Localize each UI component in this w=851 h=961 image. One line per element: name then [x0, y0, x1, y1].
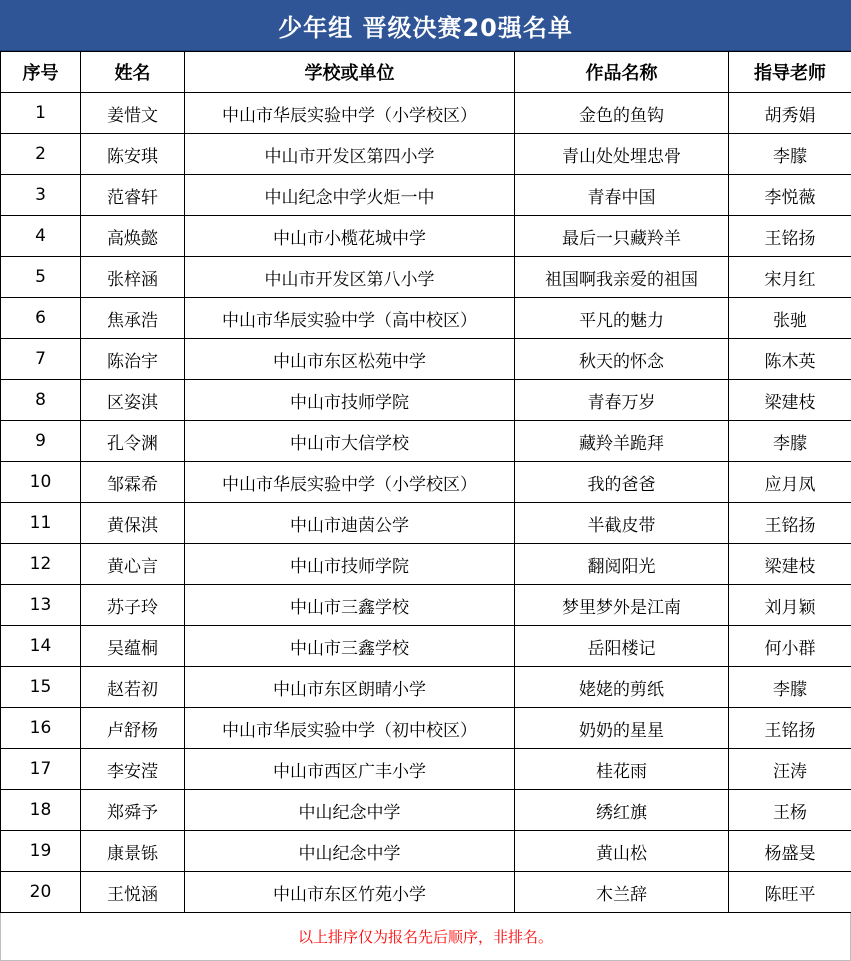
cell-index: 13: [1, 585, 81, 626]
cell-work: 青春中国: [515, 175, 729, 216]
table-row: [1, 749, 851, 790]
table-row: [1, 93, 851, 134]
table-row: [1, 790, 851, 831]
cell-index: 6: [1, 298, 81, 339]
cell-work: 平凡的魅力: [515, 298, 729, 339]
cell-index: 9: [1, 421, 81, 462]
table-row: [1, 421, 851, 462]
cell-school: 中山纪念中学火炬一中: [185, 175, 515, 216]
header-school: 学校或单位: [185, 52, 515, 93]
table-row: [1, 175, 851, 216]
cell-index: 8: [1, 380, 81, 421]
cell-name: 黄保淇: [81, 503, 185, 544]
cell-school: 中山市小榄花城中学: [185, 216, 515, 257]
cell-index: 14: [1, 626, 81, 667]
finalist-table: [0, 51, 851, 913]
cell-school: 中山市华辰实验中学（小学校区）: [185, 462, 515, 503]
footer-note: 以上排序仅为报名先后顺序，非排名。: [0, 913, 851, 961]
cell-school: 中山市三鑫学校: [185, 585, 515, 626]
cell-teacher: 王铭扬: [729, 503, 851, 544]
cell-teacher: 李朦: [729, 667, 851, 708]
cell-name: 吴蕴桐: [81, 626, 185, 667]
cell-teacher: 李朦: [729, 134, 851, 175]
cell-name: 陈安琪: [81, 134, 185, 175]
cell-school: 中山市开发区第四小学: [185, 134, 515, 175]
cell-work: 桂花雨: [515, 749, 729, 790]
cell-index: 15: [1, 667, 81, 708]
cell-school: 中山市西区广丰小学: [185, 749, 515, 790]
cell-work: 绣红旗: [515, 790, 729, 831]
table-row: [1, 462, 851, 503]
cell-index: 11: [1, 503, 81, 544]
cell-name: 苏子玲: [81, 585, 185, 626]
cell-name: 陈治宇: [81, 339, 185, 380]
table-row: [1, 134, 851, 175]
cell-teacher: 杨盛旻: [729, 831, 851, 872]
cell-name: 区姿淇: [81, 380, 185, 421]
cell-teacher: 宋月红: [729, 257, 851, 298]
cell-work: 黄山松: [515, 831, 729, 872]
cell-index: 4: [1, 216, 81, 257]
cell-school: 中山市华辰实验中学（初中校区）: [185, 708, 515, 749]
table-body: [1, 93, 851, 913]
table-row: [1, 216, 851, 257]
table-row: [1, 585, 851, 626]
cell-name: 卢舒杨: [81, 708, 185, 749]
cell-school: 中山市迪茵公学: [185, 503, 515, 544]
cell-name: 孔令渊: [81, 421, 185, 462]
table-row: [1, 872, 851, 913]
cell-work: 青山处处埋忠骨: [515, 134, 729, 175]
table-row: [1, 544, 851, 585]
cell-teacher: 应月凤: [729, 462, 851, 503]
cell-index: 16: [1, 708, 81, 749]
cell-work: 我的爸爸: [515, 462, 729, 503]
cell-name: 黄心言: [81, 544, 185, 585]
cell-teacher: 何小群: [729, 626, 851, 667]
cell-work: 岳阳楼记: [515, 626, 729, 667]
cell-name: 赵若初: [81, 667, 185, 708]
table-row: [1, 626, 851, 667]
cell-index: 7: [1, 339, 81, 380]
cell-name: 邹霖希: [81, 462, 185, 503]
cell-name: 张梓涵: [81, 257, 185, 298]
cell-name: 李安滢: [81, 749, 185, 790]
table-row: [1, 380, 851, 421]
cell-teacher: 刘月颖: [729, 585, 851, 626]
cell-index: 5: [1, 257, 81, 298]
cell-school: 中山市华辰实验中学（小学校区）: [185, 93, 515, 134]
cell-teacher: 王杨: [729, 790, 851, 831]
cell-teacher: 王铭扬: [729, 708, 851, 749]
cell-work: 梦里梦外是江南: [515, 585, 729, 626]
cell-index: 18: [1, 790, 81, 831]
cell-teacher: 梁建枝: [729, 544, 851, 585]
cell-school: 中山市大信学校: [185, 421, 515, 462]
cell-school: 中山市技师学院: [185, 380, 515, 421]
cell-work: 金色的鱼钩: [515, 93, 729, 134]
cell-work: 祖国啊我亲爱的祖国: [515, 257, 729, 298]
cell-work: 翻阅阳光: [515, 544, 729, 585]
table-row: [1, 831, 851, 872]
cell-teacher: 李悦薇: [729, 175, 851, 216]
cell-name: 姜惜文: [81, 93, 185, 134]
cell-work: 藏羚羊跪拜: [515, 421, 729, 462]
cell-school: 中山市三鑫学校: [185, 626, 515, 667]
cell-name: 范睿轩: [81, 175, 185, 216]
table-row: [1, 503, 851, 544]
cell-work: 最后一只藏羚羊: [515, 216, 729, 257]
cell-index: 2: [1, 134, 81, 175]
cell-index: 17: [1, 749, 81, 790]
cell-index: 12: [1, 544, 81, 585]
cell-name: 康景铄: [81, 831, 185, 872]
header-name: 姓名: [81, 52, 185, 93]
cell-teacher: 张驰: [729, 298, 851, 339]
cell-teacher: 李朦: [729, 421, 851, 462]
table-row: [1, 708, 851, 749]
cell-teacher: 汪涛: [729, 749, 851, 790]
cell-name: 高焕懿: [81, 216, 185, 257]
cell-teacher: 梁建枝: [729, 380, 851, 421]
table-row: [1, 257, 851, 298]
cell-name: 焦承浩: [81, 298, 185, 339]
cell-school: 中山纪念中学: [185, 790, 515, 831]
page-title: 少年组 晋级决赛20强名单: [0, 0, 851, 51]
cell-school: 中山市技师学院: [185, 544, 515, 585]
cell-index: 10: [1, 462, 81, 503]
table-header-row: [1, 52, 851, 93]
cell-work: 青春万岁: [515, 380, 729, 421]
cell-name: 郑舜予: [81, 790, 185, 831]
header-work: 作品名称: [515, 52, 729, 93]
cell-school: 中山市东区竹苑小学: [185, 872, 515, 913]
cell-teacher: 胡秀娟: [729, 93, 851, 134]
cell-school: 中山市华辰实验中学（高中校区）: [185, 298, 515, 339]
cell-work: 秋天的怀念: [515, 339, 729, 380]
cell-school: 中山市东区松苑中学: [185, 339, 515, 380]
table-row: [1, 667, 851, 708]
header-teacher: 指导老师: [729, 52, 851, 93]
cell-index: 3: [1, 175, 81, 216]
table-row: [1, 298, 851, 339]
header-index: 序号: [1, 52, 81, 93]
cell-school: 中山市开发区第八小学: [185, 257, 515, 298]
cell-index: 1: [1, 93, 81, 134]
cell-work: 木兰辞: [515, 872, 729, 913]
table-row: [1, 339, 851, 380]
cell-teacher: 陈旺平: [729, 872, 851, 913]
cell-index: 19: [1, 831, 81, 872]
cell-work: 半截皮带: [515, 503, 729, 544]
cell-work: 姥姥的剪纸: [515, 667, 729, 708]
cell-school: 中山纪念中学: [185, 831, 515, 872]
cell-work: 奶奶的星星: [515, 708, 729, 749]
cell-school: 中山市东区朗晴小学: [185, 667, 515, 708]
cell-teacher: 陈木英: [729, 339, 851, 380]
cell-teacher: 王铭扬: [729, 216, 851, 257]
cell-name: 王悦涵: [81, 872, 185, 913]
cell-index: 20: [1, 872, 81, 913]
